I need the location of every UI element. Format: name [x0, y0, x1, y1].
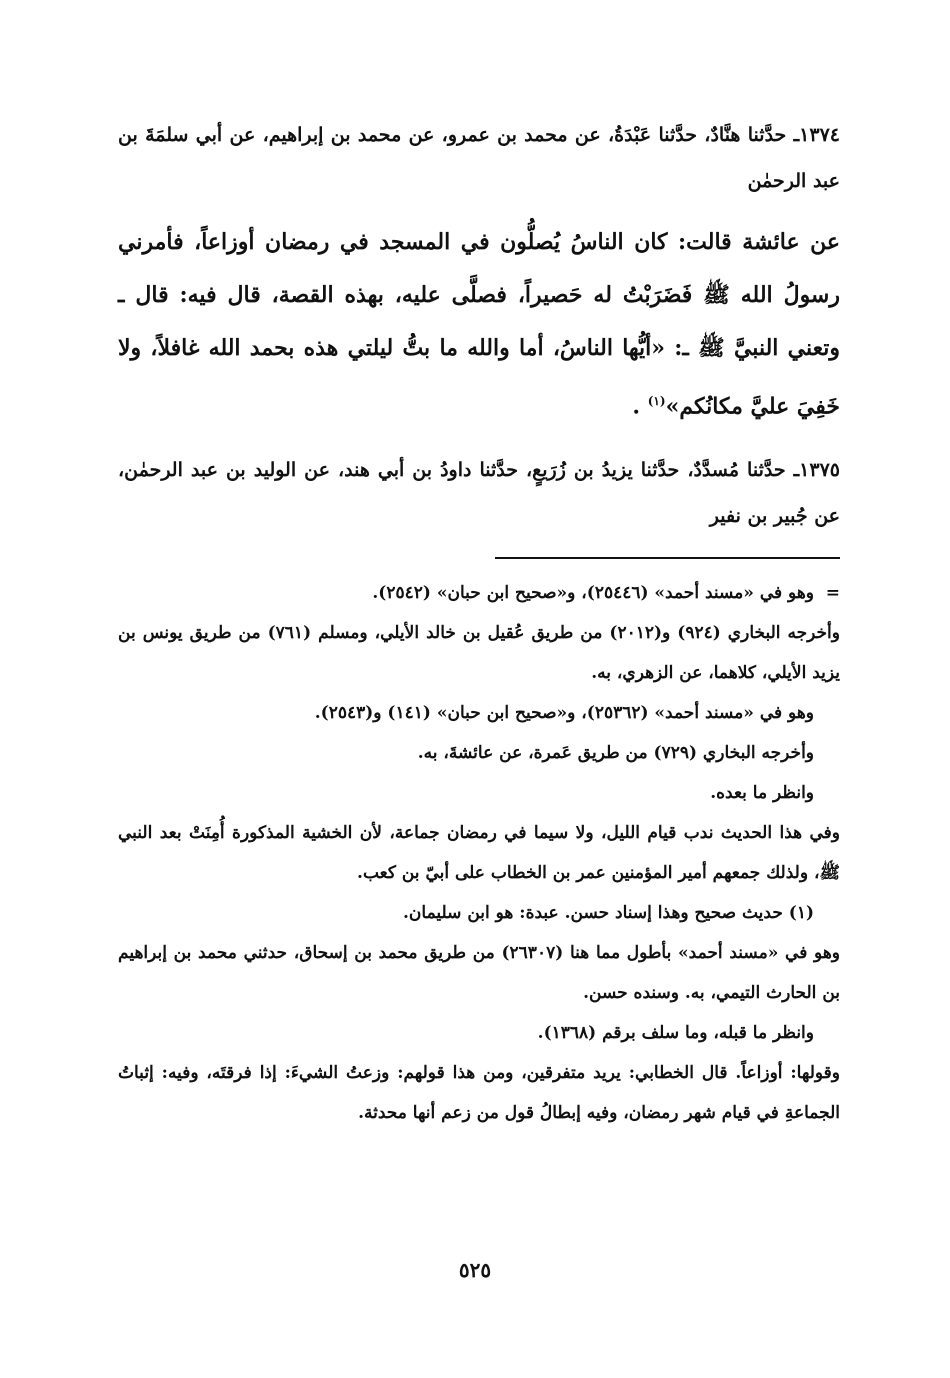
footnote-1: (١) حديث صحيح وهذا إسناد حسن. عبدة: هو ابن سليمان.: [402, 903, 814, 924]
footnote-line: وانظر ما بعده.: [710, 783, 814, 804]
footnote-continuation: [118, 573, 840, 613]
hadith-1374-matn-text: عن عائشة قالت: كان الناسُ يُصلُّون في المسجد في رمضان أوزاعاً، فأمرني رسولُ الله ﷺ فَضَرَبْتُ له حَصيراً، فصلَّى عليه، بهذه القصة، قال فيه: قال ـ وتعني النبيَّ ﷺ ـ: «أيُّها الناسُ، أما والله ما بتُّ ليلتي هذه بحمد الله غافلاً، ولا خَفِيَ عليَّ مكانُكم»: [118, 229, 840, 420]
continuation-mark: =: [825, 583, 840, 604]
page-body: [118, 112, 840, 1133]
footnote-line: وفي هذا الحديث ندب قيام الليل، ولا سيما في رمضان جماعة، لأن الخشية المذكورة أُمِنَتْ بعد النبي ﷺ، ولذلك جمعهم أمير المؤمنين عمر بن الخطاب على أبيّ بن كعب.: [118, 823, 840, 884]
hadith-1375-isnad: ١٣٧٥ـ حدَّثنا مُسدَّدٌ، حدَّثنا يزيدُ بن زُرَيعٍ، حدَّثنا داودُ بن أبي هند، عن الوليد بن عبد الرحمٰن، عن جُبير بن نفير: [118, 459, 840, 528]
footnote-divider: [495, 557, 840, 559]
footnote-line: وأخرجه البخاري (٧٢٩) من طريق عَمرة، عن عائشةَ، به.: [417, 743, 814, 764]
hadith-1374-isnad: ١٣٧٤ـ حدَّثنا هنَّادٌ، حدَّثنا عَبْدَةُ، عن محمد بن عمرو، عن محمد بن إبراهيم، عن أبي سلمَةَ بن عبد الرحمٰن: [118, 124, 840, 192]
footnote-line: وهو في «مسند أحمد» (٢٥٤٤٦)، و«صحيح ابن حبان» (٢٥٤٢).: [372, 583, 814, 604]
hadith-1374-matn: عن عائشة قالت: كان الناسُ يُصلُّون في المسجد في رمضان أوزاعاً، فأمرني رسولُ الله ﷺ فَضَرَبْتُ له حَصيراً، فصلَّى عليه، بهذه القصة، قال فيه: قال ـ وتعني النبيَّ ﷺ ـ: «أيُّها الناسُ، أما والله ما بتُّ ليلتي هذه بحمد الله غافلاً، ولا خَفِيَ عليَّ مكانُكم»$^{(١)}$ .: [118, 229, 840, 420]
footnote-line: وانظر ما قبله، وما سلف برقم (١٣٦٨).: [537, 1023, 814, 1044]
footnote-line: وقولها: أوزاعاً. قال الخطابي: يريد متفرقين، ومن هذا قولهم: وزعتُ الشيءَ: إذا فرقتَه، وفيه: إثباتُ الجماعةِ في قيام شهر رمضان، وفيه إبطالُ قول من زعم أنها محدثة.: [118, 1063, 840, 1124]
footnote-ref-1: (١): [647, 394, 666, 408]
page-number: ٥٢٥: [458, 1258, 492, 1282]
footnote-line: وهو في «مسند أحمد» بأطول مما هنا (٢٦٣٠٧) من طريق محمد بن إسحاق، حدثني محمد بن إبراهيم بن الحارث التيمي، به. وسنده حسن.: [118, 943, 840, 1004]
footnote-line: وأخرجه البخاري (٩٢٤) و(٢٠١٢) من طريق عُقيل بن خالد الأيلي، ومسلم (٧٦١) من طريق يونس بن يزيد الأيلي، كلاهما، عن الزهري، به.: [118, 623, 840, 684]
footnote-line: وهو في «مسند أحمد» (٢٥٣٦٢)، و«صحيح ابن حبان» (١٤١) و(٢٥٤٣).: [314, 703, 814, 724]
